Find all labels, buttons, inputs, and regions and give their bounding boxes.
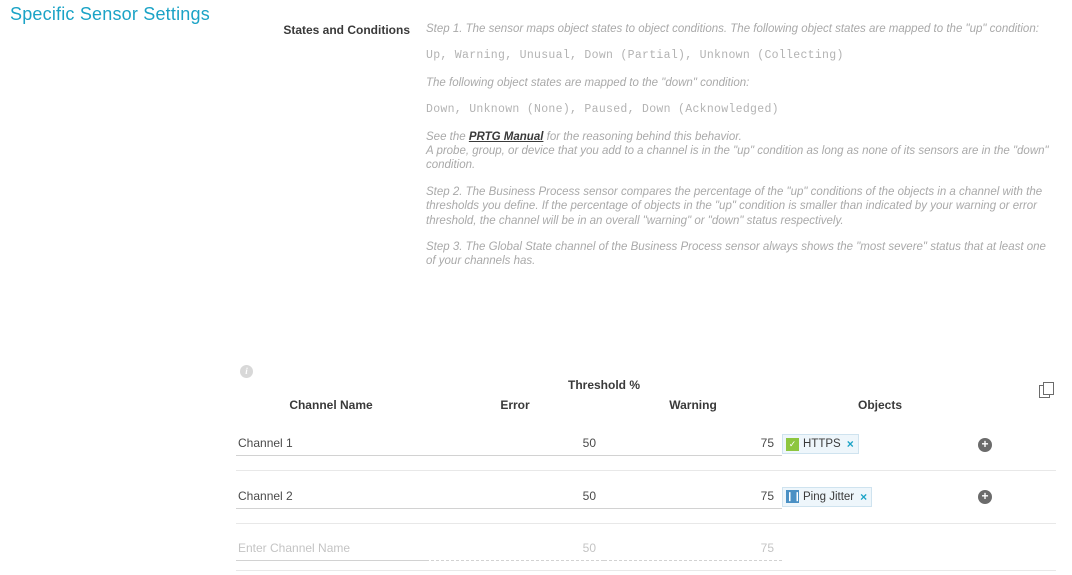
header-channel-name: Channel Name xyxy=(289,398,373,412)
header-objects: Objects xyxy=(857,398,902,412)
cell-channel-name xyxy=(236,418,426,470)
cell-channel-name xyxy=(236,471,426,523)
channels-table xyxy=(236,378,1056,575)
cell-error xyxy=(426,471,604,523)
remove-object-icon[interactable]: × xyxy=(846,437,854,451)
help-step3: Step 3. The Global State channel of the Business Process sensor always shows the "most severe" status that at least one of your channels has. xyxy=(426,241,1046,268)
channel-name-input[interactable] xyxy=(236,485,426,509)
remove-object-icon[interactable]: × xyxy=(860,489,868,504)
cell-error xyxy=(426,418,604,470)
cell-warning xyxy=(604,471,782,523)
status-paused-icon: ❙❙ xyxy=(786,491,802,502)
help-step2: Step 2. The Business Process sensor compares the percentage of the "up" conditions of the objects in a channel with the thresholds you define. If the percentage of objects in the "up" condition is smaller than indicated by your warning or error threshold, the channel will be in an overall "warning" or "down" status respectively. xyxy=(426,185,1043,227)
object-tag-label: Ping Jitter xyxy=(803,490,855,503)
prtg-manual-link[interactable]: PRTG Manual xyxy=(468,130,544,143)
add-object-button[interactable]: + xyxy=(978,490,992,504)
cell-channel-name xyxy=(236,523,426,575)
help-down-intro: The following object states are mapped to the "down" condition: xyxy=(426,76,750,89)
error-threshold-input[interactable] xyxy=(426,432,604,456)
cell-objects-empty xyxy=(782,523,978,575)
header-warning: Warning xyxy=(669,398,717,412)
help-step1-intro: Step 1. The sensor maps object states to object conditions. The following object states are mapped to the "up" condition: xyxy=(426,23,1039,35)
table-row xyxy=(236,418,1056,470)
help-manual-line xyxy=(426,130,1051,144)
status-ok-icon: ✓ xyxy=(786,438,799,451)
page-title: Specific Sensor Settings xyxy=(10,4,210,24)
cell-add-object xyxy=(978,471,1056,523)
header-error: Error xyxy=(500,398,530,412)
help-reasoning: for the reasoning behind this behavior. xyxy=(546,130,742,143)
section-label-states-and-conditions: States and Conditions xyxy=(283,23,410,37)
threshold-group-header-row xyxy=(236,378,1056,392)
object-tag[interactable] xyxy=(782,434,859,454)
threshold-group-header: Threshold % xyxy=(567,378,640,392)
info-icon[interactable]: i xyxy=(240,365,253,378)
object-tag-label: HTTPS xyxy=(803,438,841,450)
cell-add-object xyxy=(978,418,1056,470)
new-channel-name-input[interactable] xyxy=(236,537,426,561)
add-object-button[interactable]: + xyxy=(978,438,992,452)
cell-add-object-empty xyxy=(978,523,1056,575)
cell-warning xyxy=(604,523,782,575)
help-probe-note: A probe, group, or device that you add to a channel is in the "up" condition as long as none of its sensors are in the "down" condition. xyxy=(426,145,1049,172)
cell-warning xyxy=(604,418,782,470)
object-tag[interactable] xyxy=(782,487,872,507)
help-text-block xyxy=(426,22,1051,269)
help-up-states: Up, Warning, Unusual, Down (Partial), Unknown (Collecting) xyxy=(426,49,844,63)
warning-threshold-input[interactable] xyxy=(604,432,782,456)
table-row-new xyxy=(236,523,1056,575)
new-warning-threshold-input[interactable] xyxy=(604,537,782,561)
cell-error xyxy=(426,523,604,575)
help-down-states: Down, Unknown (None), Paused, Down (Acknowledged) xyxy=(426,103,779,117)
error-threshold-input[interactable] xyxy=(426,485,604,509)
help-see-the: See the xyxy=(426,130,466,143)
table-row xyxy=(236,471,1056,523)
table-bottom-divider xyxy=(236,570,1056,571)
table-header-row xyxy=(236,392,1056,418)
new-error-threshold-input[interactable] xyxy=(426,537,604,561)
cell-objects xyxy=(782,418,978,470)
cell-objects xyxy=(782,471,978,523)
warning-threshold-input[interactable] xyxy=(604,485,782,509)
channel-name-input[interactable] xyxy=(236,432,426,456)
